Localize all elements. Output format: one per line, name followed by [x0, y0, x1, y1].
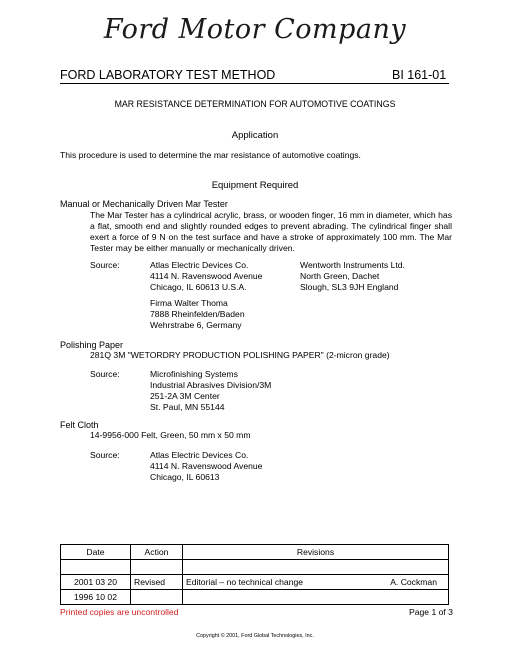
address-line: 4114 N. Ravenswood Avenue [150, 461, 263, 471]
table-header-row [61, 545, 449, 560]
mar-tester-source-label: Source: [90, 260, 120, 270]
revision-date: 1996 10 02 [61, 590, 131, 605]
revision-description [183, 590, 449, 605]
address-line: Wehrstrabe 6, Germany [150, 320, 242, 330]
revision-action: Revised [131, 575, 183, 590]
address-line: St. Paul, MN 55144 [150, 402, 225, 412]
address-line: Wentworth Instruments Ltd. [300, 260, 405, 270]
polishing-paper-heading: Polishing Paper [60, 340, 124, 350]
revisions-table [60, 544, 449, 605]
felt-cloth-description: 14-9956-000 Felt, Green, 50 mm x 50 mm [90, 430, 251, 440]
revision-action [131, 560, 183, 575]
copyright-notice: Copyright © 2001, Ford Global Technologies, Inc. [196, 633, 314, 639]
mar-tester-heading: Manual or Mechanically Driven Mar Tester [60, 199, 228, 209]
felt-cloth-heading: Felt Cloth [60, 420, 99, 430]
revision-author: A. Cockman [390, 577, 437, 587]
page-title: MAR RESISTANCE DETERMINATION FOR AUTOMOTIVE COATINGS [114, 99, 396, 109]
address-line: 7888 Rheinfelden/Baden [150, 309, 245, 319]
address-line: Microfinishing Systems [150, 369, 238, 379]
date-column-header: Date [61, 545, 131, 560]
address-line: North Green, Dachet [300, 271, 380, 281]
mar-tester-source-thoma [150, 298, 245, 331]
address-line: Chicago, IL 60613 [150, 472, 220, 482]
address-line: Firma Walter Thoma [150, 298, 228, 308]
action-column-header: Action [131, 545, 183, 560]
address-line: Industrial Abrasives Division/3M [150, 380, 272, 390]
revision-description [183, 575, 449, 590]
page-number: Page 1 of 3 [409, 607, 453, 617]
polishing-paper-description: 281Q 3M "WETORDRY PRODUCTION POLISHING PAPER" (2-micron grade) [90, 350, 390, 360]
address-line: Chicago, IL 60613 U.S.A. [150, 282, 247, 292]
felt-source-address [150, 450, 262, 483]
table-row [61, 560, 449, 575]
address-line: 251-2A 3M Center [150, 391, 220, 401]
felt-source-label: Source: [90, 450, 120, 460]
application-heading: Application [231, 130, 279, 141]
address-line: 4114 N. Ravenswood Avenue [150, 271, 263, 281]
revision-date: 2001 03 20 [61, 575, 131, 590]
mar-tester-source-atlas [150, 260, 262, 293]
table-row [61, 590, 449, 605]
revision-action [131, 590, 183, 605]
address-line: Atlas Electric Devices Co. [150, 260, 249, 270]
revisions-column-header: Revisions [183, 545, 449, 560]
table-row [61, 575, 449, 590]
revision-change: Editorial – no technical change [186, 577, 304, 587]
polishing-source-address [150, 369, 271, 413]
revision-description [183, 560, 449, 575]
document-type-title: FORD LABORATORY TEST METHOD [60, 68, 276, 82]
uncontrolled-notice: Printed copies are uncontrolled [60, 607, 179, 617]
mar-tester-description: The Mar Tester has a cylindrical acrylic, brass, or wooden finger, 16 mm in diameter, which has a flat, smooth end and slightly rounded edges to prevent abrading. The cylindrical finger shall exert a force of 9 N on the test surface and have a stroke of approximately 100 mm. The Mar Tester may be either manually or mechanically driven. [90, 210, 452, 253]
header-rule [60, 83, 449, 84]
revision-date [61, 560, 131, 575]
mar-tester-source-wentworth [300, 260, 405, 293]
address-line: Slough, SL3 9JH England [300, 282, 399, 292]
address-line: Atlas Electric Devices Co. [150, 450, 249, 460]
polishing-source-label: Source: [90, 369, 120, 379]
application-text: This procedure is used to determine the mar resistance of automotive coatings. [60, 150, 361, 160]
equipment-heading: Equipment Required [211, 180, 299, 191]
ford-logo: Ford Motor Company [103, 14, 407, 45]
document-code: BI 161-01 [392, 68, 447, 82]
